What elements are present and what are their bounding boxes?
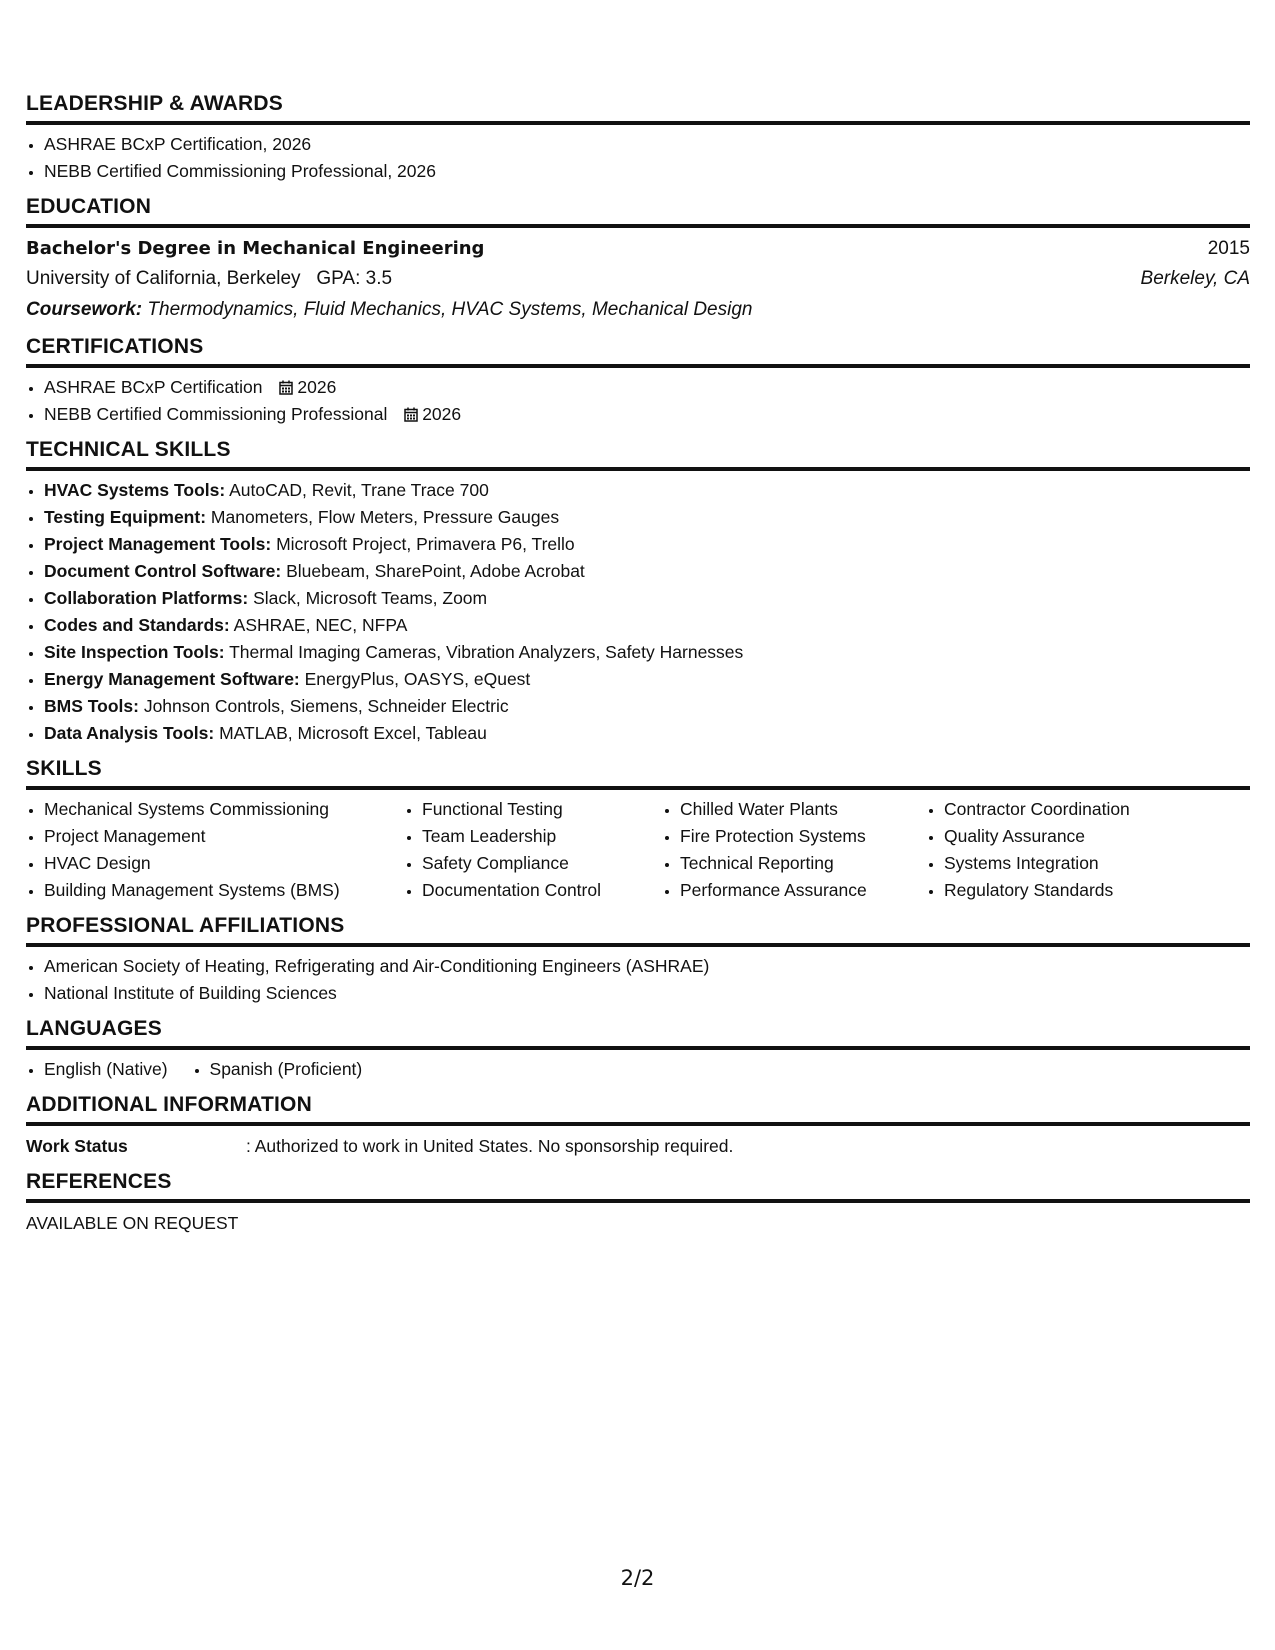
- list-item: • Functional Testing: [422, 796, 662, 823]
- graduation-year: 2015: [1207, 238, 1250, 259]
- list-item: • English (Native): [44, 1056, 168, 1083]
- skill-values: Slack, Microsoft Teams, Zoom: [253, 588, 488, 608]
- skills-column: [662, 796, 926, 904]
- school-info: [26, 264, 392, 294]
- certification-name: ASHRAE BCxP Certification: [44, 377, 263, 397]
- skill-category: Project Management Tools:: [44, 534, 272, 554]
- section-title-languages: LANGUAGES: [26, 1017, 1250, 1050]
- skill-values: Bluebeam, SharePoint, Adobe Acrobat: [286, 561, 585, 581]
- affiliations-list: [26, 953, 1250, 1007]
- work-status-value: : Authorized to work in United States. No sponsorship required.: [246, 1136, 734, 1156]
- section-title-leadership: LEADERSHIP & AWARDS: [26, 92, 1250, 125]
- list-item: • Project Management: [44, 823, 404, 850]
- coursework: [26, 294, 1250, 325]
- list-item: [44, 504, 1250, 531]
- list-item: • Technical Reporting: [680, 850, 926, 877]
- skill-values: ASHRAE, NEC, NFPA: [233, 615, 408, 635]
- languages-section: [26, 1017, 1250, 1083]
- skill-values: Johnson Controls, Siemens, Schneider Electric: [143, 696, 509, 716]
- list-item: [44, 639, 1250, 666]
- list-item: • HVAC Design: [44, 850, 404, 877]
- affiliations-section: [26, 914, 1250, 1007]
- list-item: • Spanish (Proficient): [210, 1056, 363, 1083]
- work-status-label: Work Status: [26, 1136, 128, 1156]
- list-item: [44, 558, 1250, 585]
- list-item: [44, 401, 1250, 428]
- section-title-additional-info: ADDITIONAL INFORMATION: [26, 1093, 1250, 1126]
- list-item: • American Society of Heating, Refrigerating and Air-Conditioning Engineers (ASHRAE): [44, 953, 1250, 980]
- list-item: [44, 477, 1250, 504]
- certification-year: 2026: [422, 404, 462, 424]
- skill-category: Energy Management Software:: [44, 669, 300, 689]
- section-title-certifications: CERTIFICATIONS: [26, 335, 1250, 368]
- school-name: University of California, Berkeley: [26, 268, 301, 289]
- certifications-list: [26, 374, 1250, 428]
- section-title-affiliations: PROFESSIONAL AFFILIATIONS: [26, 914, 1250, 947]
- list-item: [44, 666, 1250, 693]
- skill-category: Data Analysis Tools:: [44, 723, 215, 743]
- list-item: • NEBB Certified Commissioning Professional, 2026: [44, 158, 1250, 185]
- school-location: Berkeley, CA: [1140, 268, 1250, 289]
- list-item: • Systems Integration: [944, 850, 1244, 877]
- calendar-icon: [404, 407, 418, 422]
- list-item: [44, 693, 1250, 720]
- skill-values: Microsoft Project, Primavera P6, Trello: [276, 534, 575, 554]
- work-status-row: [26, 1132, 1250, 1160]
- list-item: • ASHRAE BCxP Certification, 2026: [44, 131, 1250, 158]
- education-degree-row: [26, 234, 1250, 264]
- list-item: [44, 531, 1250, 558]
- references-section: [26, 1170, 1250, 1237]
- page-number: 2/2: [620, 1566, 655, 1590]
- list-item: • Fire Protection Systems: [680, 823, 926, 850]
- section-title-references: REFERENCES: [26, 1170, 1250, 1203]
- section-title-technical-skills: TECHNICAL SKILLS: [26, 438, 1250, 471]
- section-title-education: EDUCATION: [26, 195, 1250, 228]
- list-item: [44, 720, 1250, 747]
- list-item: • National Institute of Building Sciences: [44, 980, 1250, 1007]
- coursework-label: Coursework:: [26, 299, 143, 320]
- list-item: • Performance Assurance: [680, 877, 926, 904]
- additional-info-section: [26, 1093, 1250, 1160]
- skills-column: [926, 796, 1244, 904]
- leadership-section: [26, 92, 1250, 185]
- list-item: • Contractor Coordination: [944, 796, 1244, 823]
- list-item: • Safety Compliance: [422, 850, 662, 877]
- list-item: [44, 374, 1250, 401]
- certification-year: 2026: [297, 377, 337, 397]
- leadership-list: [26, 131, 1250, 185]
- skill-values: Manometers, Flow Meters, Pressure Gauges: [210, 507, 560, 527]
- certifications-section: [26, 335, 1250, 428]
- skill-values: Thermal Imaging Cameras, Vibration Analyzers, Safety Harnesses: [229, 642, 744, 662]
- skills-section: [26, 757, 1250, 904]
- skills-column: [404, 796, 662, 904]
- skill-values: AutoCAD, Revit, Trane Trace 700: [229, 480, 489, 500]
- education-section: [26, 195, 1250, 325]
- technical-skills-section: [26, 438, 1250, 747]
- degree-name: Bachelor's Degree in Mechanical Engineering: [26, 238, 485, 259]
- list-item: [44, 585, 1250, 612]
- education-school-row: [26, 264, 1250, 294]
- list-item: • Building Management Systems (BMS): [44, 877, 404, 904]
- coursework-list: Thermodynamics, Fluid Mechanics, HVAC Systems, Mechanical Design: [147, 299, 753, 320]
- section-title-skills: SKILLS: [26, 757, 1250, 790]
- skill-values: MATLAB, Microsoft Excel, Tableau: [219, 723, 487, 743]
- certification-name: NEBB Certified Commissioning Professional: [44, 404, 388, 424]
- skill-category: Document Control Software:: [44, 561, 282, 581]
- skill-category: BMS Tools:: [44, 696, 139, 716]
- skills-column: [26, 796, 404, 904]
- languages-list: [26, 1056, 1250, 1083]
- list-item: • Team Leadership: [422, 823, 662, 850]
- list-item: • Mechanical Systems Commissioning: [44, 796, 404, 823]
- skill-category: Collaboration Platforms:: [44, 588, 249, 608]
- references-text: AVAILABLE ON REQUEST: [26, 1213, 239, 1233]
- skill-values: EnergyPlus, OASYS, eQuest: [304, 669, 531, 689]
- skills-grid: [26, 796, 1250, 904]
- list-item: • Quality Assurance: [944, 823, 1244, 850]
- resume-page-2: [26, 92, 1250, 1247]
- list-item: • Chilled Water Plants: [680, 796, 926, 823]
- skill-category: Site Inspection Tools:: [44, 642, 225, 662]
- calendar-icon: [279, 380, 293, 395]
- list-item: • Regulatory Standards: [944, 877, 1244, 904]
- list-item: [44, 612, 1250, 639]
- technical-skills-list: [26, 477, 1250, 747]
- list-item: • Documentation Control: [422, 877, 662, 904]
- gpa: GPA: 3.5: [316, 268, 393, 289]
- skill-category: Testing Equipment:: [44, 507, 207, 527]
- skill-category: Codes and Standards:: [44, 615, 230, 635]
- skill-category: HVAC Systems Tools:: [44, 480, 226, 500]
